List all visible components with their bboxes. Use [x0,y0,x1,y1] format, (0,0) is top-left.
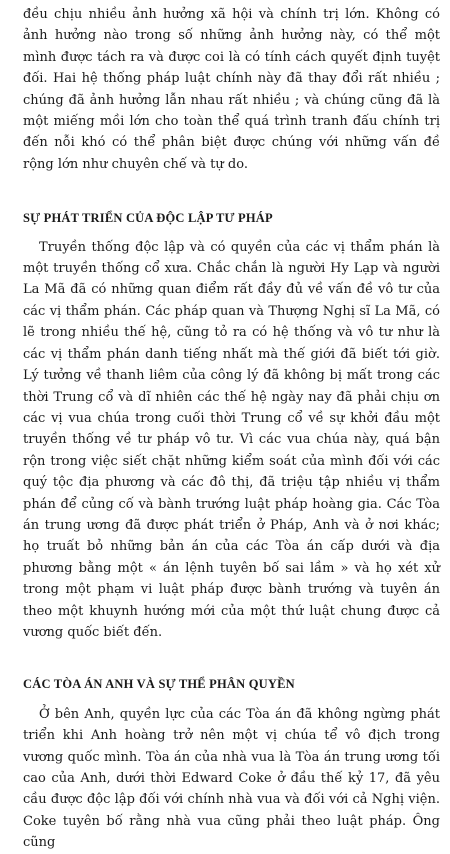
section-heading-judicial-independence: SỰ PHÁT TRIỂN CỦA ĐỘC LẬP TƯ PHÁP [23,211,273,226]
section-heading-english-courts: CÁC TÒA ÁN ANH VÀ SỰ THỂ PHÂN QUYỀN [23,677,295,692]
paragraph-judicial-tradition: Truyền thống độc lập và có quyền của các vị thẩm phán là một truyền thống cổ xưa. Chắc chắn là người Hy Lạp và người La Mã đã có những quan điểm rất đầy đủ về vấn đề vô tư của các vị thẩm phán. Các pháp quan và Thượng Nghị sĩ La Mã, có lẽ trong nhiều thế hệ, cũng tỏ ra có hệ thống và vô tư như là các vị thẩm phán danh tiếng nhất mà thế giới đã biết tới giờ. Lý tưởng về thanh liêm của công lý đã không bị mất trong các thời Trung cổ và dĩ nhiên các thế hệ ngày nay đã phải chịu ơn các vị vua chúa trong cuối thời Trung cổ về sự khởi đầu một truyền thống về tư pháp vô tư. Vì các vua chúa này, quá bận rộn trong việc siết chặt những kiểm soát của mình đối với các quý tộc địa phương và các đô thị, đã triệu tập nhiều vị thẩm phán để củng cố và bành trướng luật pháp hoàng gia. Các Tòa án trung ương đã được phát triển ở Pháp, Anh và ở nơi khác; họ truất bỏ những bản án của các Tòa án cấp dưới và địa phương bằng một « án lệnh tuyên bố sai lầm » và họ xét xử trong một phạm vi luật pháp được bành trướng và tuyên án theo một khuynh hướng mới của một thứ luật chung được cả vương quốc biết đến. [23,239,440,640]
paragraph-english-courts: Ở bên Anh, quyền lực của các Tòa án đã không ngừng phát triển khi Anh hoàng trở nên một vị chúa tể vô địch trong vương quốc mình. Tòa án của nhà vua là Tòa án trung ương tối cao của Anh, dưới thời Edward Coke ở đầu thế kỷ 17, đã yêu cầu được độc lập đối với chính nhà vua và đối với cả Nghị viện. Coke tuyên bố rằng nhà vua cũng phải theo luật pháp. Ông cũng [23,706,440,851]
paragraph-intro: đều chịu nhiều ảnh hưởng xã hội và chính trị lớn. Không có ảnh hưởng nào trong số những ảnh hưởng này, có thể một mình được tách ra và được coi là có tính cách quyết định tuyệt đối. Hai hệ thống pháp luật chính này đã thay đổi rất nhiều ; chúng đã ảnh hưởng lẫn nhau rất nhiều ; và chúng cũng đã là một miếng mồi lớn cho toàn thể quá trình tranh đấu chính trị đến nỗi khó có thể phân biệt được chúng với những vấn đề rộng lớn như chuyên chế và tự do. [23,7,440,172]
